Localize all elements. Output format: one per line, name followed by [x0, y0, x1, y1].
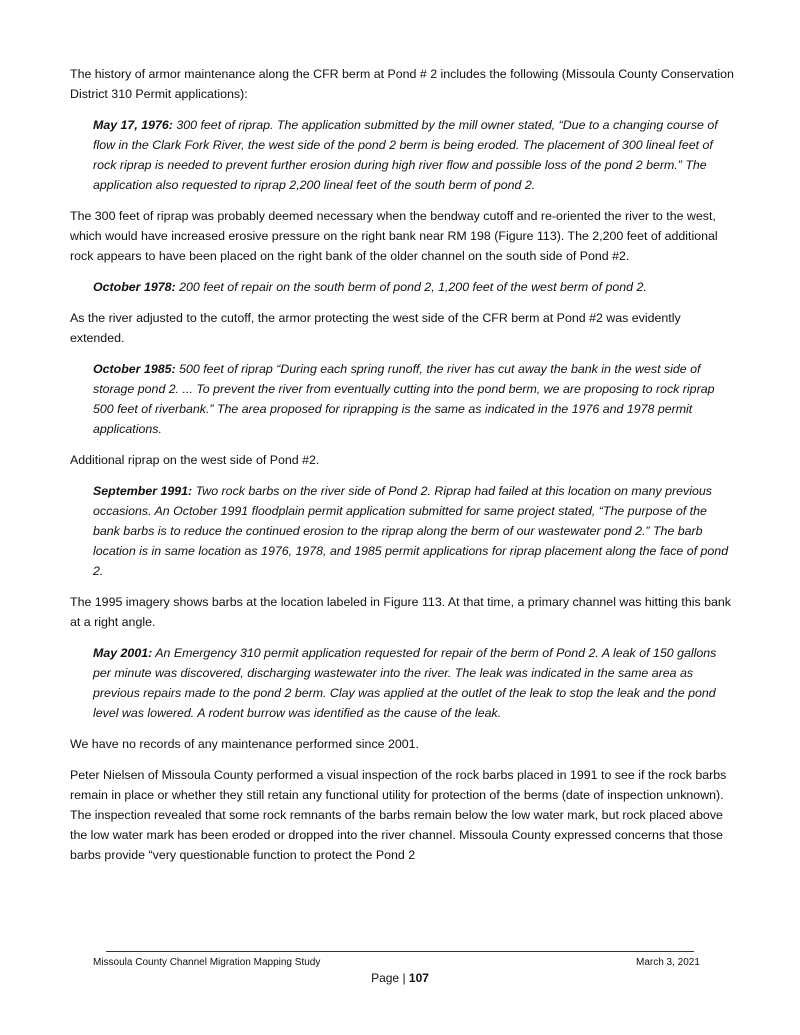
paragraph: The 1995 imagery shows barbs at the location labeled in Figure 113. At that time, a primary channel was hitting this bank at a right angle. [70, 595, 731, 629]
entry-date: May 17, 1976: [93, 118, 173, 132]
permit-entry [93, 115, 734, 195]
permit-entry [93, 481, 734, 581]
entry-date: October 1985: [93, 362, 176, 376]
paragraph: Peter Nielsen of Missoula County performed a visual inspection of the rock barbs placed in 1991 to see if the rock barbs remain in place or whether they still retain any functional utility for protection of the berms (date of inspection unknown). The inspection revealed that some rock remnants of the barbs remain below the low water mark, but rock placed above the low water mark has been eroded or dropped into the river channel. Missoula County expressed concerns that those barbs provide “very questionable function to protect the Pond 2 [70, 768, 727, 862]
paragraph: The 300 feet of riprap was probably deemed necessary when the bendway cutoff and re-oriented the river to the west, which would have increased erosive pressure on the right bank near RM 198 (Figure 113). The 2,200 feet of additional rock appears to have been placed on the right bank of the older channel on the south side of Pond #2. [70, 209, 718, 263]
entry-date: May 2001: [93, 646, 153, 660]
permit-entry [93, 643, 734, 723]
footer-date: March 3, 2021 [636, 957, 700, 968]
entry-text: 200 feet of repair on the south berm of pond 2, 1,200 feet of the west berm of pond 2. [175, 280, 647, 294]
page-number-line [0, 971, 800, 985]
paragraph: The history of armor maintenance along the CFR berm at Pond # 2 includes the following (Missoula County Conservation District 310 Permit applications): [70, 67, 734, 101]
paragraph: Additional riprap on the west side of Pond #2. [70, 453, 320, 467]
document-body [70, 64, 734, 876]
paragraph: We have no records of any maintenance performed since 2001. [70, 737, 419, 751]
footer-study-title: Missoula County Channel Migration Mapping Study [93, 957, 321, 968]
footer-divider [106, 951, 694, 952]
entry-date: September 1991: [93, 484, 193, 498]
entry-text: 300 feet of riprap. The application submitted by the mill owner stated, “Due to a changing course of flow in the Clark Fork River, the west side of the pond 2 berm is being eroded. The placement of 300 lineal feet of rock riprap is needed to prevent further erosion during high river flow and possible loss of the pond 2 berm.” The application also requested to riprap 2,200 lineal feet of the south berm of pond 2. [93, 118, 718, 192]
page-number: 107 [408, 971, 429, 985]
entry-date: October 1978: [93, 280, 176, 294]
entry-text: Two rock barbs on the river side of Pond 2. Riprap had failed at this location on many previous occasions. An October 1991 floodplain permit application submitted for same project stated, “The purpose of the bank barbs is to reduce the continued erosion to the riprap along the berm of our wastewater pond 2.” The barb location is in same location as 1976, 1978, and 1985 permit applications for riprap placement along the face of pond 2. [93, 484, 729, 578]
permit-entry [93, 277, 734, 297]
page-label: Page | [371, 971, 409, 985]
entry-text: 500 feet of riprap “During each spring runoff, the river has cut away the bank in the west side of storage pond 2. ... To prevent the river from eventually cutting into the pond berm, we are proposing to rock riprap 500 feet of riverbank.” The area proposed for riprapping is the same as indicated in the 1976 and 1978 permit applications. [93, 362, 715, 436]
entry-text: An Emergency 310 permit application requested for repair of the berm of Pond 2. A leak of 150 gallons per minute was discovered, discharging wastewater into the river. The leak was indicated in the same area as previous repairs made to the pond 2 berm. Clay was applied at the outlet of the leak to stop the leak and the pond level was lowered. A rodent burrow was identified as the cause of the leak. [93, 646, 717, 720]
paragraph: As the river adjusted to the cutoff, the armor protecting the west side of the CFR berm at Pond #2 was evidently extended. [70, 311, 681, 345]
permit-entry [93, 359, 734, 439]
